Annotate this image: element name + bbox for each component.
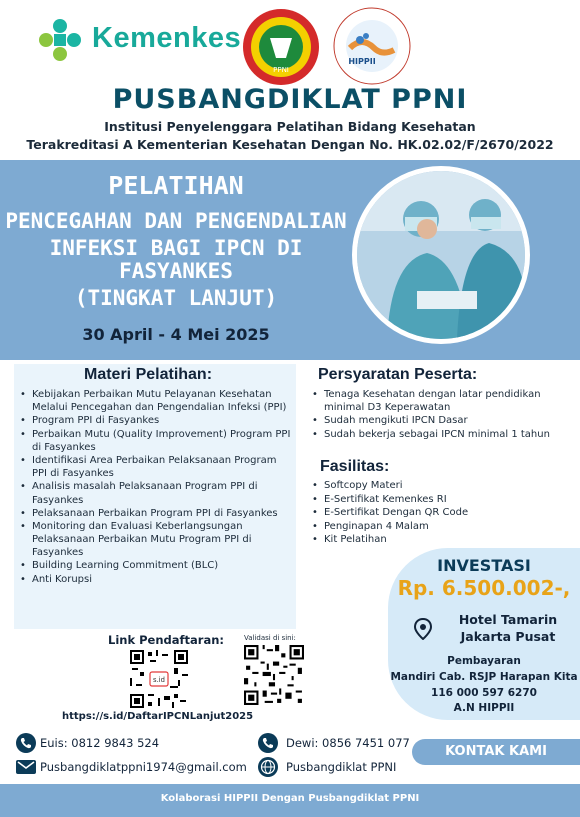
- materi-item: • Program PPI di Fasyankes: [20, 414, 292, 427]
- registration-link[interactable]: https://s.id/DaftarIPCNLanjut2025: [62, 711, 254, 722]
- payment-account-name: A.N HIPPII: [453, 702, 515, 715]
- payment-account: 116 000 597 6270: [431, 686, 537, 699]
- contact-email[interactable]: Pusbangdiklatppni1974@gmail.com: [40, 760, 247, 774]
- training-title-line3: INFEKSI BAGI IPCN DI FASYANKES: [49, 235, 303, 283]
- materi-item: • Pelaksanaan Perbaikan Program PPI di Fasyankes: [20, 507, 292, 520]
- payment-info: [388, 654, 580, 717]
- requirements-list: [312, 388, 574, 441]
- validation-qr-code[interactable]: [244, 645, 304, 705]
- kemenkes-label: Kemenkes: [92, 22, 242, 54]
- training-title-line2: PENCEGAHAN DAN PENGENDALIAN: [5, 208, 347, 233]
- facility-item: • E-Sertifikat Dengan QR Code: [312, 506, 574, 520]
- page-title: PUSBANGDIKLAT PPNI: [112, 84, 468, 115]
- requirements-title: Persyaratan Peserta:: [318, 366, 478, 383]
- footer-text: Kolaborasi HIPPII Dengan Pusbangdiklat PPNI: [160, 793, 420, 804]
- nurses-photo-illustration: [357, 171, 525, 339]
- venue: [438, 612, 578, 645]
- requirement-item: • Tenaga Kesehatan dengan latar pendidikan minimal D3 Keperawatan: [312, 388, 574, 414]
- contact-us-button[interactable]: KONTAK KAMI: [412, 739, 580, 765]
- training-title-line4: (TINGKAT LANJUT): [74, 285, 278, 310]
- facility-item: • Softcopy Materi: [312, 479, 574, 493]
- hippii-logo-abbr: HIPPII: [348, 57, 376, 66]
- phone-icon: [16, 733, 36, 753]
- venue-name: Hotel Tamarin: [458, 612, 558, 627]
- training-title: [0, 172, 352, 310]
- materi-title: Materi Pelatihan:: [84, 366, 213, 383]
- requirement-item: • Sudah bekerja sebagai IPCN minimal 1 tahun: [312, 428, 574, 441]
- requirement-item: • Sudah mengikuti IPCN Dasar: [312, 414, 574, 427]
- payment-bank: Mandiri Cab. RSJP Harapan Kita: [390, 670, 578, 683]
- ppni-logo-abbr: PPNI: [273, 66, 289, 74]
- venue-city: Jakarta Pusat: [460, 628, 556, 644]
- materi-item: • Kebijakan Perbaikan Mutu Pelayanan Kesehatan Melalui Pencegahan dan Pengendalian Infeksi (PPI): [20, 388, 292, 414]
- location-pin-icon: [413, 618, 433, 640]
- facility-item: • E-Sertifikat Kemenkes RI: [312, 493, 574, 507]
- globe-icon: [258, 757, 278, 777]
- materi-list: [20, 388, 292, 586]
- phone-icon: [258, 733, 278, 753]
- payment-label: Pembayaran: [447, 655, 521, 667]
- hippii-logo: [332, 6, 412, 86]
- contact-web[interactable]: Pusbangdiklat PPNI: [286, 760, 397, 774]
- facility-item: • Kit Pelatihan: [312, 533, 574, 547]
- facility-item: • Penginapan 4 Malam: [312, 520, 574, 534]
- accreditation-subtitle: Terakreditasi A Kementerian Kesehatan Dengan No. HK.02.02/F/2670/2022: [26, 137, 554, 152]
- facilities-list: [312, 479, 574, 547]
- qr-badge: s.id: [153, 676, 165, 684]
- institution-subtitle: Institusi Penyelenggara Pelatihan Bidang Kesehatan: [104, 119, 476, 134]
- training-title-line1: PELATIHAN: [108, 171, 244, 200]
- kemenkes-logo-icon: [38, 18, 82, 62]
- email-icon: [16, 757, 36, 777]
- training-dates: 30 April - 4 Mei 2025: [82, 325, 270, 344]
- registration-qr-code[interactable]: [130, 650, 188, 708]
- facilities-title: Fasilitas:: [320, 458, 390, 475]
- materi-item: • Anti Korupsi: [20, 573, 292, 586]
- materi-item: • Perbaikan Mutu (Quality Improvement) Program PPI di Fasyankes: [20, 428, 292, 454]
- contact-phone-euis[interactable]: Euis: 0812 9843 524: [40, 736, 160, 750]
- investment-price: Rp. 6.500.002-,: [397, 576, 571, 600]
- materi-item: • Analisis masalah Pelaksanaan Program PPI di Fasyankes: [20, 480, 292, 506]
- materi-item: • Building Learning Commitment (BLC): [20, 559, 292, 572]
- contact-phone-dewi[interactable]: Dewi: 0856 7451 077: [286, 736, 410, 750]
- nurses-photo: [352, 166, 530, 344]
- registration-title: Link Pendaftaran:: [108, 633, 224, 647]
- validation-title: Validasi di sini:: [244, 634, 296, 642]
- materi-item: • Identifikasi Area Perbaikan Pelaksanaan Program PPI di Fasyankes: [20, 454, 292, 480]
- ppni-logo: [242, 8, 320, 86]
- investment-label: INVESTASI: [437, 556, 531, 575]
- materi-item: • Monitoring dan Evaluasi Keberlangsungan Pelaksanaan Perbaikan Mutu Program PPI di Fasyankes: [20, 520, 292, 560]
